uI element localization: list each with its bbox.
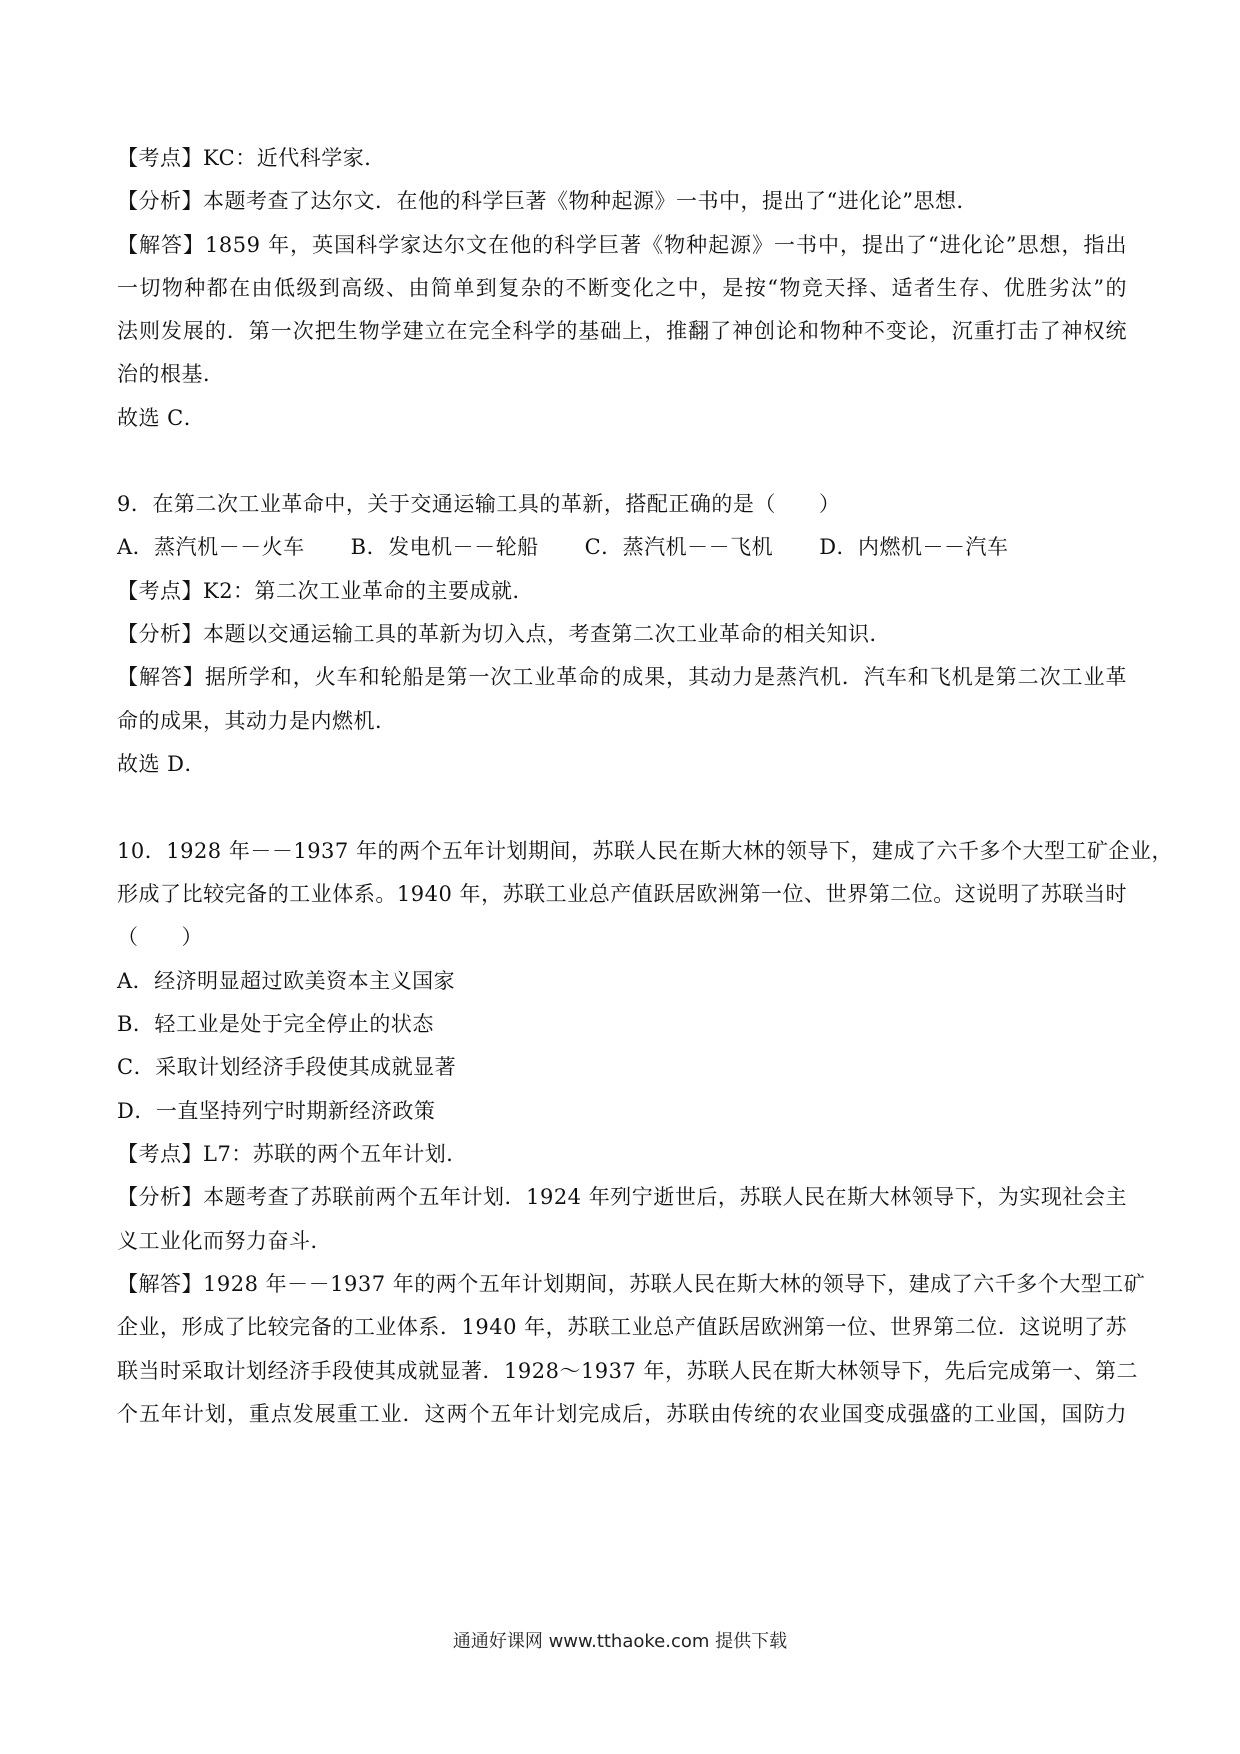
q10-option-c: C．采取计划经济手段使其成就显著 <box>117 1055 457 1079</box>
q8-jieda-line-3: 法则发展的．第一次把生物学建立在完全科学的基础上，推翻了神创论和物种不变论，沉重打击了神权统 <box>117 319 1127 343</box>
q10-stem-line-3: （ ） <box>117 925 203 949</box>
page-footer: 通通好课网 www.tthaoke.com 提供下载 <box>452 1631 788 1652</box>
q9-option-a: A．蒸汽机－－火车 <box>117 535 305 559</box>
q8-jieda-line-4: 治的根基． <box>117 362 225 386</box>
q10-option-a: A．经济明显超过欧美资本主义国家 <box>117 969 456 993</box>
q10-jieda-line-3: 联当时采取计划经济手段使其成就显著．1928～1937 年，苏联人民在斯大林领导下，先后完成第一、第二 <box>117 1359 1139 1383</box>
q8-answer: 故选 C． <box>117 406 206 430</box>
q10-option-d: D．一直坚持列宁时期新经济政策 <box>117 1099 436 1123</box>
q10-fenxi-line-1: 【分析】本题考查了苏联前两个五年计划．1924 年列宁逝世后，苏联人民在斯大林领导下，为实现社会主 <box>117 1185 1127 1209</box>
q9-option-d: D．内燃机－－汽车 <box>819 535 1009 559</box>
q10-stem-line-1: 10．1928 年－－1937 年的两个五年计划期间，苏联人民在斯大林的领导下，建成了六千多个大型工矿企业， <box>117 839 1173 863</box>
q10-jieda-line-2: 企业，形成了比较完备的工业体系．1940 年，苏联工业总产值跃居欧洲第一位、世界第二位．这说明了苏 <box>117 1315 1127 1339</box>
q10-kaodian: 【考点】L7：苏联的两个五年计划． <box>117 1142 468 1166</box>
q9-options <box>117 532 1009 562</box>
q9-option-b: B．发电机－－轮船 <box>350 535 539 559</box>
q10-stem-line-2: 形成了比较完备的工业体系。1940 年，苏联工业总产值跃居欧洲第一位、世界第二位。这说明了苏联当时 <box>117 882 1127 906</box>
q8-jieda-line-1: 【解答】1859 年，英国科学家达尔文在他的科学巨著《物种起源》一书中，提出了“进化论”思想，指出 <box>117 233 1127 257</box>
q9-jieda-line-2: 命的成果，其动力是内燃机． <box>117 709 397 733</box>
q10-fenxi-line-2: 义工业化而努力奋斗． <box>117 1229 332 1253</box>
q8-jieda-line-2: 一切物种都在由低级到高级、由简单到复杂的不断变化之中，是按“物竞天择、适者生存、优胜劣汰”的 <box>117 276 1127 300</box>
q9-fenxi: 【分析】本题以交通运输工具的革新为切入点，考查第二次工业革命的相关知识． <box>117 622 891 646</box>
q9-kaodian: 【考点】K2：第二次工业革命的主要成就． <box>117 579 535 603</box>
q10-option-b: B．轻工业是处于完全停止的状态 <box>117 1012 434 1036</box>
q10-jieda-line-4: 个五年计划，重点发展重工业．这两个五年计划完成后，苏联由传统的农业国变成强盛的工业国，国防力 <box>117 1402 1127 1426</box>
q9-jieda-line-1: 【解答】据所学和，火车和轮船是第一次工业革命的成果，其动力是蒸汽机．汽车和飞机是第二次工业革 <box>117 665 1127 689</box>
q10-jieda-line-1: 【解答】1928 年－－1937 年的两个五年计划期间，苏联人民在斯大林的领导下，建成了六千多个大型工矿 <box>117 1272 1146 1296</box>
q8-kaodian: 【考点】KC：近代科学家． <box>117 146 386 170</box>
q9-answer: 故选 D． <box>117 752 207 776</box>
q8-fenxi: 【分析】本题考查了达尔文．在他的科学巨著《物种起源》一书中，提出了“进化论”思想． <box>117 189 978 213</box>
q9-option-c: C．蒸汽机－－飞机 <box>584 535 774 559</box>
q9-stem: 9．在第二次工业革命中，关于交通运输工具的革新，搭配正确的是（ ） <box>117 492 841 516</box>
